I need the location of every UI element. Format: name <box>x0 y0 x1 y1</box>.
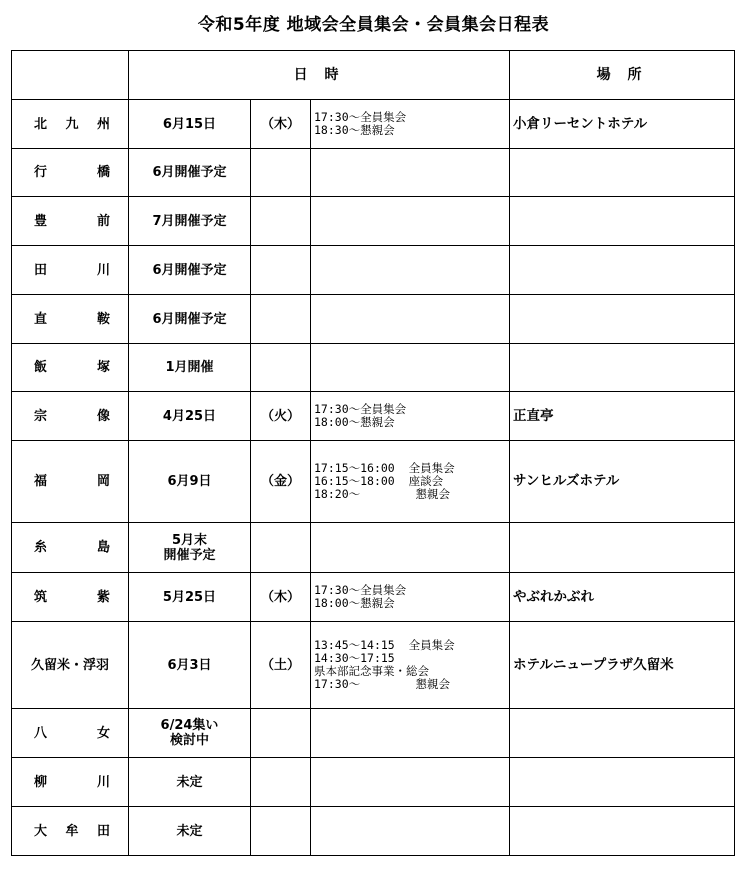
area-char: 宗 <box>34 408 48 424</box>
weekday-cell: （木） <box>251 573 311 622</box>
time-cell <box>311 523 510 573</box>
area-cell <box>12 573 129 622</box>
area-cell <box>12 392 129 441</box>
area-cell <box>12 149 129 197</box>
time-cell <box>311 758 510 807</box>
time-cell <box>311 246 510 295</box>
table-row <box>12 441 735 523</box>
area-cell <box>12 523 129 573</box>
time-line: 16:15～18:00 座談会 <box>314 474 444 488</box>
date-cell: 1月開催 <box>129 344 251 392</box>
area-char: 田 <box>96 823 110 839</box>
date-cell: 6月9日 <box>129 441 251 523</box>
area-char: 九 <box>65 116 79 132</box>
area-char: 田 <box>34 262 48 278</box>
table-row <box>12 344 735 392</box>
date-cell: 6月15日 <box>129 100 251 149</box>
weekday-cell <box>251 197 311 246</box>
area-name: 久留米・浮羽 <box>30 657 109 673</box>
weekday-cell <box>251 149 311 197</box>
time-line: 18:20～ 懇親会 <box>314 487 451 501</box>
time-line: 14:30～17:15 <box>314 651 395 665</box>
area-char: 柳 <box>34 774 48 790</box>
weekday-cell <box>251 246 311 295</box>
time-cell <box>311 573 510 622</box>
place-cell: 正直亭 <box>510 392 735 441</box>
area-char: 前 <box>96 213 110 229</box>
time-line: 17:30～全員集会 <box>314 583 407 597</box>
area-char: 飯 <box>34 360 48 375</box>
header-area <box>12 51 129 100</box>
time-line: 17:15～16:00 全員集会 <box>314 461 455 475</box>
area-char: 女 <box>96 725 110 741</box>
time-line: 17:30～全員集会 <box>314 110 407 124</box>
place-cell <box>510 197 735 246</box>
area-char: 行 <box>34 165 48 180</box>
area-char: 北 <box>34 116 48 132</box>
date-cell: 未定 <box>129 758 251 807</box>
area-char: 州 <box>96 116 110 132</box>
time-cell <box>311 100 510 149</box>
weekday-cell <box>251 807 311 856</box>
area-cell <box>12 246 129 295</box>
area-cell <box>12 344 129 392</box>
table-row <box>12 197 735 246</box>
area-cell <box>12 295 129 344</box>
table-row <box>12 758 735 807</box>
table-body <box>12 100 735 856</box>
area-char: 鞍 <box>96 311 110 327</box>
time-line: 18:30～懇親会 <box>314 123 395 137</box>
table-row <box>12 573 735 622</box>
area-char: 塚 <box>96 360 110 375</box>
table-header-row <box>12 51 735 100</box>
time-cell <box>311 149 510 197</box>
time-line: 18:00～懇親会 <box>314 415 395 429</box>
area-char: 牟 <box>65 823 79 839</box>
time-cell <box>311 344 510 392</box>
time-line: 17:30～ 懇親会 <box>314 677 451 691</box>
table-row <box>12 622 735 709</box>
area-cell <box>12 807 129 856</box>
date-cell: 6月開催予定 <box>129 295 251 344</box>
date-cell: 未定 <box>129 807 251 856</box>
weekday-cell: （金） <box>251 441 311 523</box>
place-cell: やぶれかぶれ <box>510 573 735 622</box>
time-cell <box>311 295 510 344</box>
place-cell <box>510 344 735 392</box>
schedule-table <box>11 50 735 856</box>
header-datetime: 日 時 <box>129 51 510 100</box>
place-cell <box>510 758 735 807</box>
time-cell <box>311 807 510 856</box>
area-cell <box>12 758 129 807</box>
area-char: 像 <box>96 408 110 424</box>
area-char: 川 <box>96 774 110 790</box>
table-row <box>12 100 735 149</box>
time-line: 13:45～14:15 全員集会 <box>314 638 455 652</box>
place-cell <box>510 523 735 573</box>
area-char: 岡 <box>96 474 110 489</box>
area-char: 糸 <box>34 540 48 555</box>
table-row <box>12 709 735 758</box>
time-line: 18:00～懇親会 <box>314 596 395 610</box>
area-char: 福 <box>34 474 48 489</box>
weekday-cell <box>251 709 311 758</box>
table-row <box>12 392 735 441</box>
place-cell <box>510 149 735 197</box>
time-cell <box>311 197 510 246</box>
place-cell: ホテルニュープラザ久留米 <box>510 622 735 709</box>
time-cell <box>311 392 510 441</box>
weekday-cell <box>251 523 311 573</box>
weekday-cell <box>251 295 311 344</box>
weekday-cell: （木） <box>251 100 311 149</box>
area-cell <box>12 709 129 758</box>
date-cell: 6月開催予定 <box>129 246 251 295</box>
weekday-cell: （土） <box>251 622 311 709</box>
date-cell: 4月25日 <box>129 392 251 441</box>
area-char: 島 <box>96 540 110 555</box>
place-cell <box>510 246 735 295</box>
date-cell: 7月開催予定 <box>129 197 251 246</box>
place-cell: 小倉リーセントホテル <box>510 100 735 149</box>
area-cell <box>12 197 129 246</box>
table-row <box>12 523 735 573</box>
weekday-cell <box>251 344 311 392</box>
area-char: 大 <box>34 823 48 839</box>
date-cell: 6/24集い 検討中 <box>129 709 251 758</box>
place-cell <box>510 709 735 758</box>
area-char: 橋 <box>96 165 110 180</box>
area-cell <box>12 441 129 523</box>
place-cell: サンヒルズホテル <box>510 441 735 523</box>
weekday-cell <box>251 758 311 807</box>
area-cell <box>12 100 129 149</box>
weekday-cell: （火） <box>251 392 311 441</box>
area-cell <box>12 622 129 709</box>
table-row <box>12 149 735 197</box>
date-cell: 5月末 開催予定 <box>129 523 251 573</box>
place-cell <box>510 295 735 344</box>
area-char: 八 <box>34 725 48 741</box>
table-row <box>12 246 735 295</box>
area-char: 直 <box>34 311 48 327</box>
time-cell <box>311 441 510 523</box>
time-cell <box>311 622 510 709</box>
page-title: 令和5年度 地域会全員集会・会員集会日程表 <box>197 15 550 35</box>
time-cell <box>311 709 510 758</box>
time-line: 県本部記念事業・総会 <box>314 664 429 678</box>
area-char: 紫 <box>96 589 110 605</box>
area-char: 川 <box>96 262 110 278</box>
area-char: 筑 <box>34 589 48 605</box>
table-row <box>12 807 735 856</box>
time-line: 17:30～全員集会 <box>314 402 407 416</box>
table-row <box>12 295 735 344</box>
place-cell <box>510 807 735 856</box>
header-place: 場 所 <box>510 51 735 100</box>
area-char: 豊 <box>34 213 48 229</box>
date-cell: 5月25日 <box>129 573 251 622</box>
date-cell: 6月3日 <box>129 622 251 709</box>
date-cell: 6月開催予定 <box>129 149 251 197</box>
